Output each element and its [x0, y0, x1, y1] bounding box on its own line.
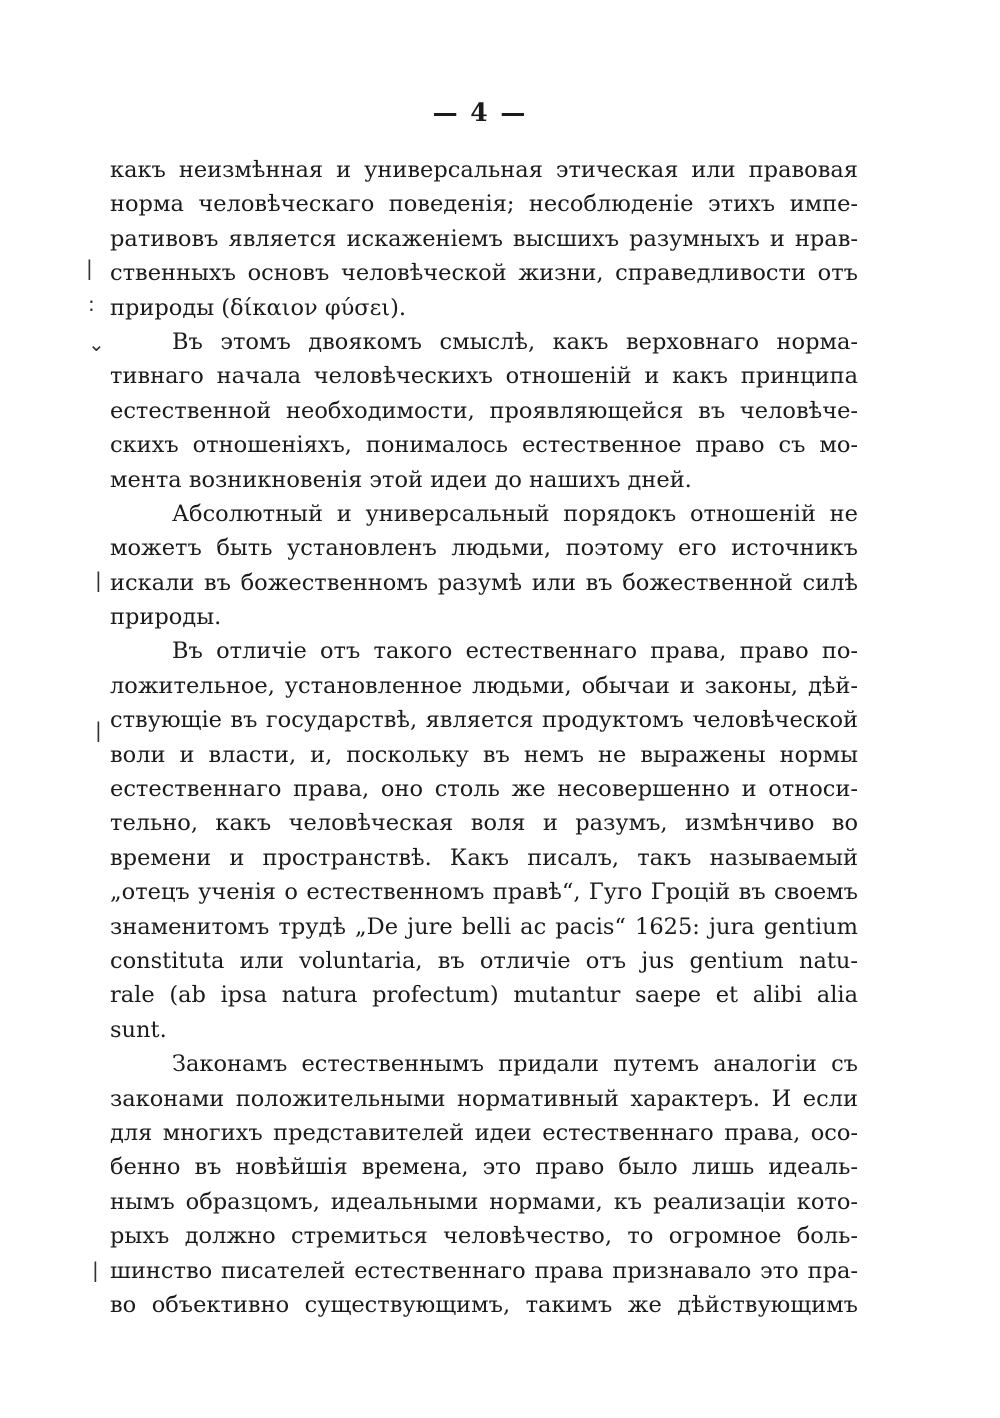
margin-mark: |: [95, 568, 102, 592]
text-line: какъ неизмѣнная и универсальная этическая или правовая: [110, 157, 858, 183]
page-number: — 4 —: [432, 98, 528, 127]
text-line: sunt.: [110, 1016, 167, 1043]
text-line: ствующіе въ государствѣ, является продуктомъ человѣческой: [110, 707, 858, 734]
paragraph-first-line: Абсолютный и универсальный порядокъ отношеній не: [172, 500, 858, 527]
text-line: естественнаго права, оно столь же несовершенно и относи-: [110, 776, 858, 803]
text-line: искали въ божественномъ разумѣ или въ божественной силѣ: [110, 569, 858, 596]
text-line: rale (ab ipsa natura profectum) mutantur saepe et alibi alia: [110, 982, 858, 1009]
text-line: для многихъ представителей идеи естественнаго права, осо-: [110, 1119, 858, 1146]
text-line: бенно въ новѣйшія времена, это право было лишь идеаль-: [110, 1154, 858, 1181]
text-line: законами положительными нормативный характеръ. И если: [110, 1085, 858, 1112]
text-line: мента возникновенія этой идеи до нашихъ дней.: [110, 466, 692, 493]
text-line: норма человѣческаго поведенія; несоблюденіе этихъ импе-: [110, 191, 858, 218]
margin-mark: ⌄: [88, 332, 105, 356]
text-line: воли и власти, и, поскольку въ немъ не выражены нормы: [110, 741, 858, 768]
margin-mark: |: [95, 718, 102, 742]
text-line: естественной необходимости, проявляющейся въ человѣче-: [110, 397, 858, 424]
text-line: времени и пространствѣ. Какъ писалъ, такъ называемый: [110, 844, 858, 871]
text-line: ративовъ является искаженіемъ высшихъ разумныхъ и нрав-: [110, 225, 858, 252]
text-line: тельно, какъ человѣческая воля и разумъ, измѣнчиво во: [110, 810, 858, 837]
text-line: природы.: [110, 604, 222, 631]
text-line: скихъ отношеніяхъ, понималось естественное право съ мо-: [110, 432, 858, 459]
margin-mark: |: [92, 1258, 99, 1282]
text-line: во объективно существующимъ, такимъ же дѣйствующимъ: [110, 1291, 858, 1318]
text-line: рыхъ должно стремиться человѣчество, то огромное боль-: [110, 1223, 858, 1250]
paragraph-first-line: Законамъ естественнымъ придали путемъ аналогіи съ: [172, 1051, 858, 1078]
text-line: тивнаго начала человѣческихъ отношеній и какъ принципа: [110, 363, 858, 390]
text-line: нымъ образцомъ, идеальными нормами, къ реализаціи кото-: [110, 1188, 858, 1215]
text-line: можетъ быть установленъ людьми, поэтому его источникъ: [110, 535, 858, 562]
text-line: знаменитомъ трудѣ „De jure belli ac pacis“ 1625: jura gentium: [110, 913, 858, 940]
paragraph-first-line: Въ этомъ двоякомъ смыслѣ, какъ верховнаго норма-: [172, 328, 858, 355]
body-text: [110, 153, 858, 1322]
text-line: природы (δίκαιον φύσει).: [110, 294, 407, 321]
text-line: ложительное, установленное людьми, обычаи и законы, дѣй-: [110, 672, 858, 699]
text-line: ственныхъ основъ человѣческой жизни, справедливости отъ: [110, 260, 858, 287]
text-line: constituta или voluntaria, въ отличіе отъ jus gentium natu-: [110, 947, 858, 974]
paragraph-first-line: Въ отличіе отъ такого естественнаго права, право по-: [172, 638, 858, 665]
margin-mark: :: [88, 292, 95, 316]
margin-mark: |: [86, 256, 93, 280]
text-line: „отецъ ученія о естественномъ правѣ“, Гуго Гроцій въ своемъ: [110, 879, 858, 906]
text-line: шинство писателей естественнаго права признавало это пра-: [110, 1257, 858, 1284]
